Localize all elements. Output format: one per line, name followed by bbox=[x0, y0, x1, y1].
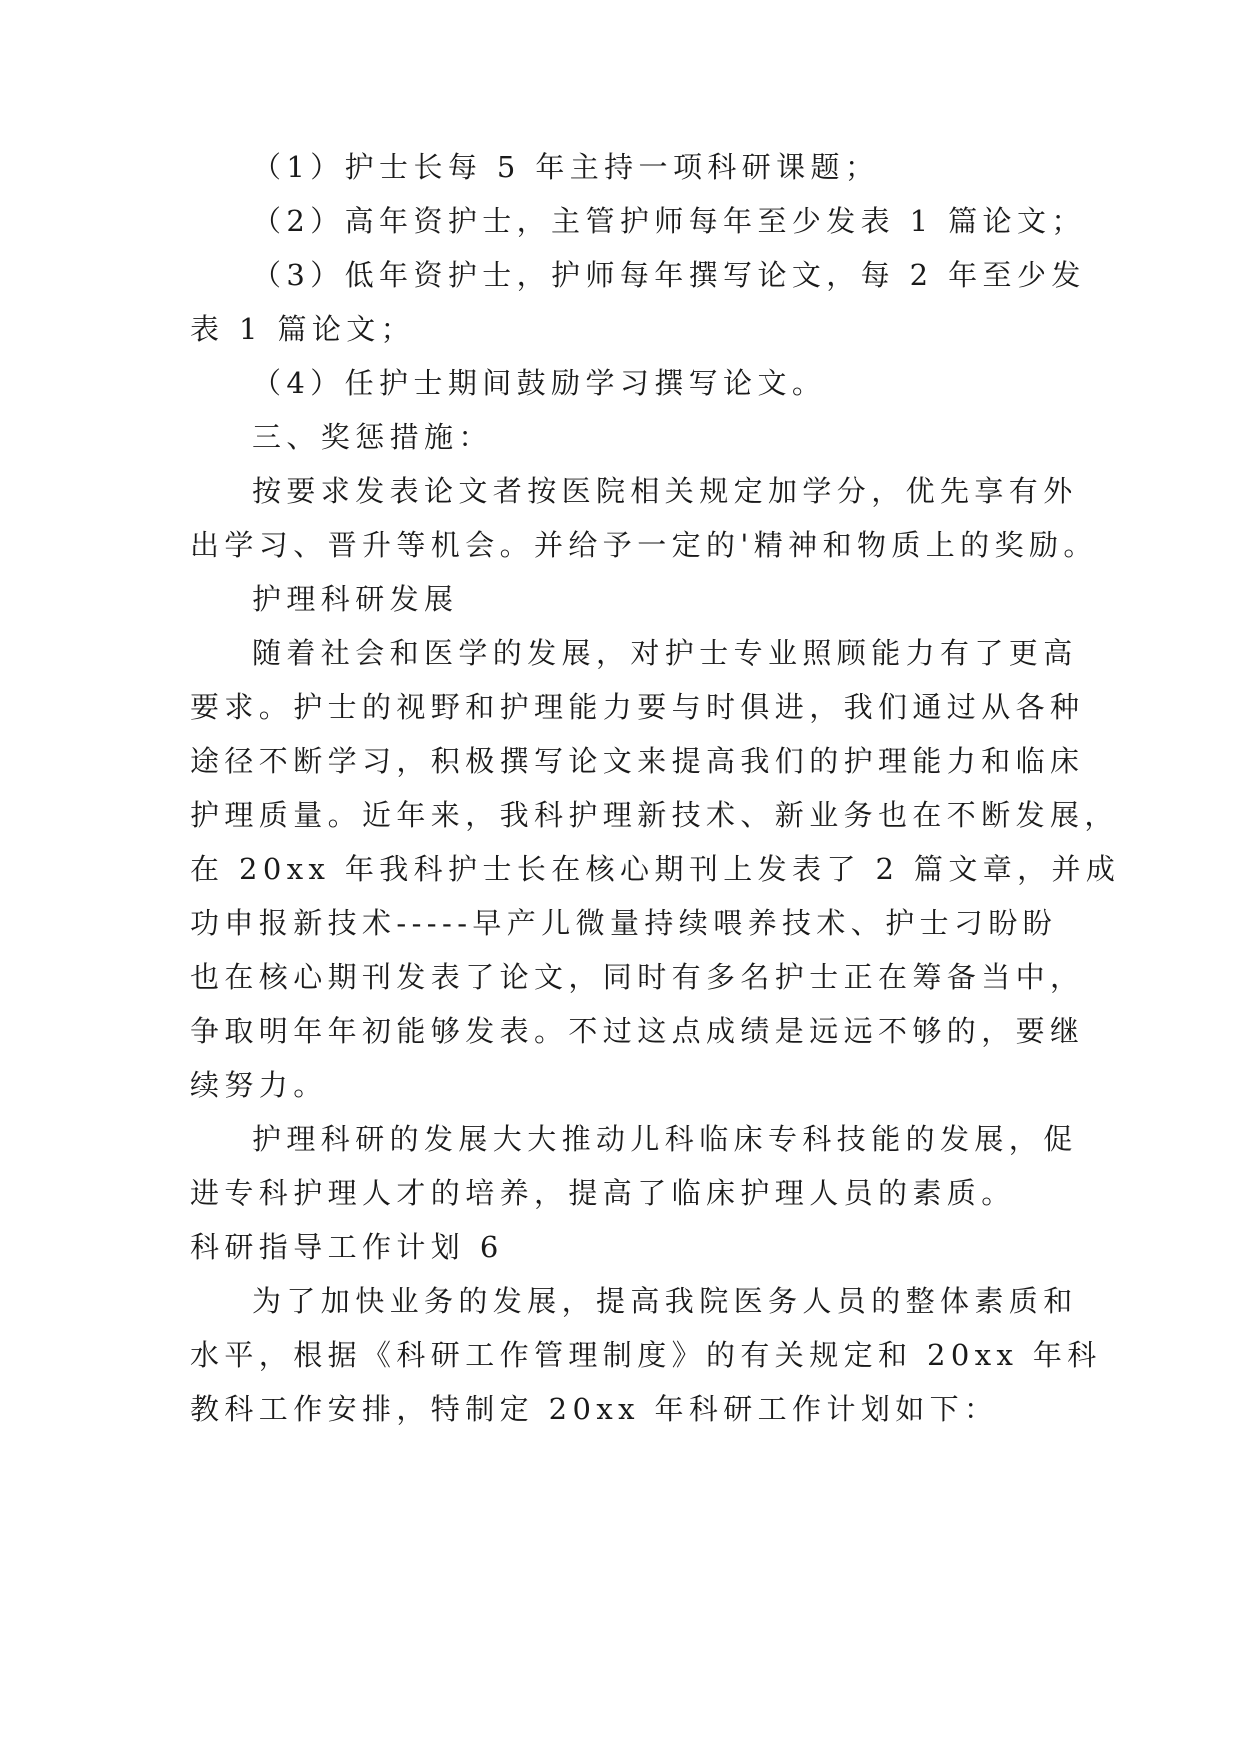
paragraph-line: 要求。护士的视野和护理能力要与时俱进，我们通过从各种 bbox=[190, 690, 1085, 724]
list-item-3-continued: 表 1 篇论文； bbox=[190, 312, 416, 346]
paragraph-line: 争取明年年初能够发表。不过这点成绩是远远不够的，要继 bbox=[190, 1014, 1085, 1048]
paragraph-line: 为了加快业务的发展，提高我院医务人员的整体素质和 bbox=[252, 1284, 1078, 1318]
paragraph-line: 教科工作安排，特制定 20xx 年科研工作计划如下： bbox=[190, 1392, 999, 1426]
paragraph-line: 护理科研的发展大大推动儿科临床专科技能的发展，促 bbox=[252, 1122, 1078, 1156]
list-item-1: （1）护士长每 5 年主持一项科研课题； bbox=[252, 150, 880, 184]
paragraph-line: 也在核心期刊发表了论文，同时有多名护士正在筹备当中， bbox=[190, 960, 1085, 994]
paragraph-line: 按要求发表论文者按医院相关规定加学分，优先享有外 bbox=[252, 474, 1078, 508]
paragraph-line: 在 20xx 年我科护士长在核心期刊上发表了 2 篇文章，并成 bbox=[190, 852, 1121, 886]
paragraph-line: 进专科护理人才的培养，提高了临床护理人员的素质。 bbox=[190, 1176, 1016, 1210]
paragraph-line: 续努力。 bbox=[190, 1068, 328, 1102]
list-item-4: （4）任护士期间鼓励学习撰写论文。 bbox=[252, 366, 827, 400]
paragraph-line: 途径不断学习，积极撰写论文来提高我们的护理能力和临床 bbox=[190, 744, 1085, 778]
paragraph-line: 水平，根据《科研工作管理制度》的有关规定和 20xx 年科 bbox=[190, 1338, 1102, 1372]
section-heading-nursing-research: 护理科研发展 bbox=[252, 582, 459, 616]
paragraph-line: 出学习、晋升等机会。并给予一定的'精神和物质上的奖励。 bbox=[190, 528, 1098, 562]
list-item-2: （2）高年资护士，主管护师每年至少发表 1 篇论文； bbox=[252, 204, 1086, 238]
section-heading-rewards: 三、奖惩措施： bbox=[252, 420, 493, 454]
list-item-3: （3）低年资护士，护师每年撰写论文，每 2 年至少发 bbox=[252, 258, 1086, 292]
paragraph-line: 功申报新技术-----早产儿微量持续喂养技术、护士刁盼盼 bbox=[190, 906, 1058, 940]
paragraph-line: 随着社会和医学的发展，对护士专业照顾能力有了更高 bbox=[252, 636, 1078, 670]
paragraph-line: 护理质量。近年来，我科护理新技术、新业务也在不断发展， bbox=[190, 798, 1119, 832]
section-title-plan-6: 科研指导工作计划 6 bbox=[190, 1230, 504, 1264]
